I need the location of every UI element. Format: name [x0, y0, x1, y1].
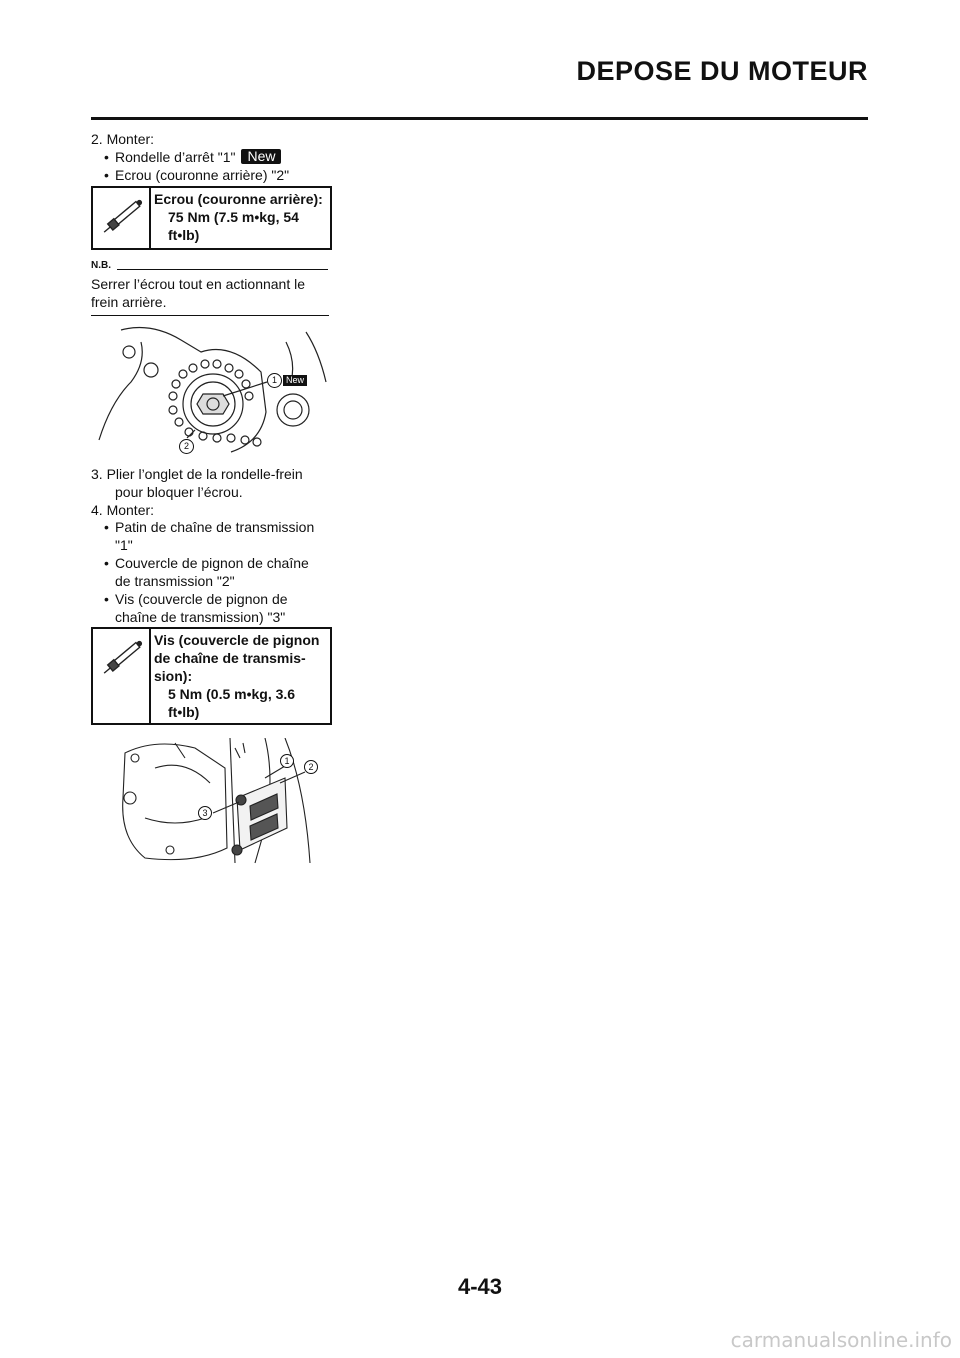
step-2-item-1-text: Rondelle d’arrêt "1" — [115, 149, 236, 165]
step-2-item-2: • Ecrou (couronne arrière) "2" — [104, 167, 290, 183]
page-number: 4-43 — [457, 1274, 503, 1299]
spec-1-value-1: 75 Nm (7.5 m•kg, 54 — [168, 209, 299, 225]
step-2-item-2-text: Ecrou (couronne arrière) "2" — [115, 167, 290, 183]
note-label: N.B. — [91, 260, 111, 271]
new-badge: New — [241, 149, 281, 164]
figure-1-new-badge: New — [283, 375, 307, 386]
callout-3: 3 — [198, 806, 212, 820]
step-3-label: 3. Plier l’onglet de la rondelle-frein — [91, 466, 303, 482]
figure-sprocket-chain — [91, 322, 331, 457]
step-4-item-1-cont: "1" — [115, 537, 133, 553]
torque-spec-box-2 — [91, 627, 332, 725]
step-4-label: 4. Monter: — [91, 502, 155, 518]
callout-2: 2 — [179, 439, 194, 454]
step-2-item-1: • Rondelle d’arrêt "1" New — [104, 148, 281, 166]
step-4-item-3-cont: chaîne de transmission) "3" — [115, 609, 286, 625]
note-bottom-rule — [91, 315, 329, 316]
step-4-item-2-cont: de transmission "2" — [115, 573, 235, 589]
note-top-rule — [117, 269, 328, 270]
step-3-label-cont: pour bloquer l’écrou. — [115, 484, 243, 500]
spec-2-title-3: sion): — [154, 668, 193, 684]
step-4-item-2-text: Couvercle de pignon de chaîne — [115, 555, 309, 571]
callout-2: 2 — [304, 760, 318, 774]
step-4-item-1-text: Patin de chaîne de transmission — [115, 519, 315, 535]
step-4-item-3: • Vis (couvercle de pignon de — [104, 591, 288, 607]
spec-2-value-2: ft•lb) — [168, 704, 200, 720]
figure-sprocket-cover — [115, 738, 320, 865]
spec-2-title-1: Vis (couvercle de pignon — [154, 632, 320, 648]
callout-1: 1 — [280, 754, 294, 768]
torque-wrench-icon — [93, 188, 151, 248]
spec-1-value-2: ft•lb) — [168, 227, 200, 243]
torque-spec-box-1 — [91, 186, 332, 250]
spec-1-title: Ecrou (couronne arrière): — [154, 191, 323, 207]
header-rule — [91, 117, 868, 120]
step-4-item-3-text: Vis (couvercle de pignon de — [115, 591, 288, 607]
step-4-item-1: • Patin de chaîne de transmission — [104, 519, 315, 535]
spec-2-title-2: de chaîne de transmis- — [154, 650, 306, 666]
step-4-item-2: • Couvercle de pignon de chaîne — [104, 555, 309, 571]
torque-wrench-icon — [93, 629, 151, 723]
step-2-label: 2. Monter: — [91, 131, 155, 147]
page-title: DEPOSE DU MOTEUR — [576, 56, 868, 86]
spec-2-value-1: 5 Nm (0.5 m•kg, 3.6 — [168, 686, 296, 702]
callout-1: 1 — [267, 373, 282, 388]
watermark: carmanualsonline.info — [730, 1328, 952, 1352]
note-text: Serrer l’écrou tout en actionnant le frein arrière. — [91, 276, 306, 310]
